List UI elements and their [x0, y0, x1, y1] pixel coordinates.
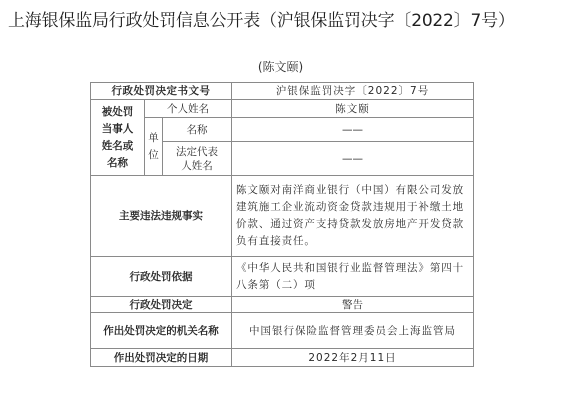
violation-facts-text: 陈文颐对南洋商业银行（中国）有限公司发放建筑施工企业流动资金贷款违规用于补缴土地价款、通过资产支持贷款发放房地产开发贷款负有直接责任。: [232, 176, 474, 257]
authority-value: 中国银行保险监督管理委员会上海监管局: [232, 313, 474, 349]
table-row: [91, 313, 474, 349]
page-subtitle: (陈文颐): [257, 60, 304, 74]
table-row: [91, 257, 474, 297]
page-title: 上海银保监局行政处罚信息公开表（沪银保监罚决字〔2022〕7号）: [8, 11, 515, 31]
party-label: [91, 100, 145, 176]
party-label-line: 名称: [107, 156, 128, 169]
table-row: [91, 118, 474, 142]
authority-label: 作出处罚决定的机关名称: [91, 313, 232, 349]
table-row: [91, 100, 474, 118]
unit-label-line: 位: [148, 148, 159, 161]
decision-no-value: 沪银保监罚决字〔2022〕7号: [232, 83, 474, 100]
decision-date-value: 2022年2月11日: [232, 349, 474, 367]
legal-rep-value: ——: [232, 142, 474, 176]
unit-name-label: 名称: [163, 118, 232, 142]
penalty-basis-label: 行政处罚依据: [91, 257, 232, 297]
unit-name-value: ——: [232, 118, 474, 142]
violation-facts-label: 主要违法违规事实: [91, 176, 232, 257]
decision-no-label: 行政处罚决定书文号: [91, 83, 232, 100]
penalty-basis-text: 《中华人民共和国银行业监督管理法》第四十八条第（二）项: [232, 257, 474, 297]
legal-rep-label: [163, 142, 232, 176]
penalty-decision-label: 行政处罚决定: [91, 297, 232, 313]
penalty-decision-value: 警告: [232, 297, 474, 313]
penalty-info-table: [90, 82, 474, 367]
legal-rep-label-line: 法定代表: [176, 145, 218, 158]
party-label-line: 当事人: [101, 122, 134, 135]
decision-date-label: 作出处罚决定的日期: [91, 349, 232, 367]
table-row: [91, 83, 474, 100]
party-label-line: 被处罚: [101, 105, 134, 118]
individual-name-label: 个人姓名: [145, 100, 232, 118]
table-row: [91, 349, 474, 367]
unit-label: [145, 118, 163, 176]
party-label-line: 姓名或: [101, 139, 134, 152]
table-row: [91, 297, 474, 313]
unit-label-line: 单: [148, 131, 159, 144]
table-row: [91, 176, 474, 257]
legal-rep-label-line: 人姓名: [181, 159, 213, 172]
individual-name-value: 陈文颐: [232, 100, 474, 118]
